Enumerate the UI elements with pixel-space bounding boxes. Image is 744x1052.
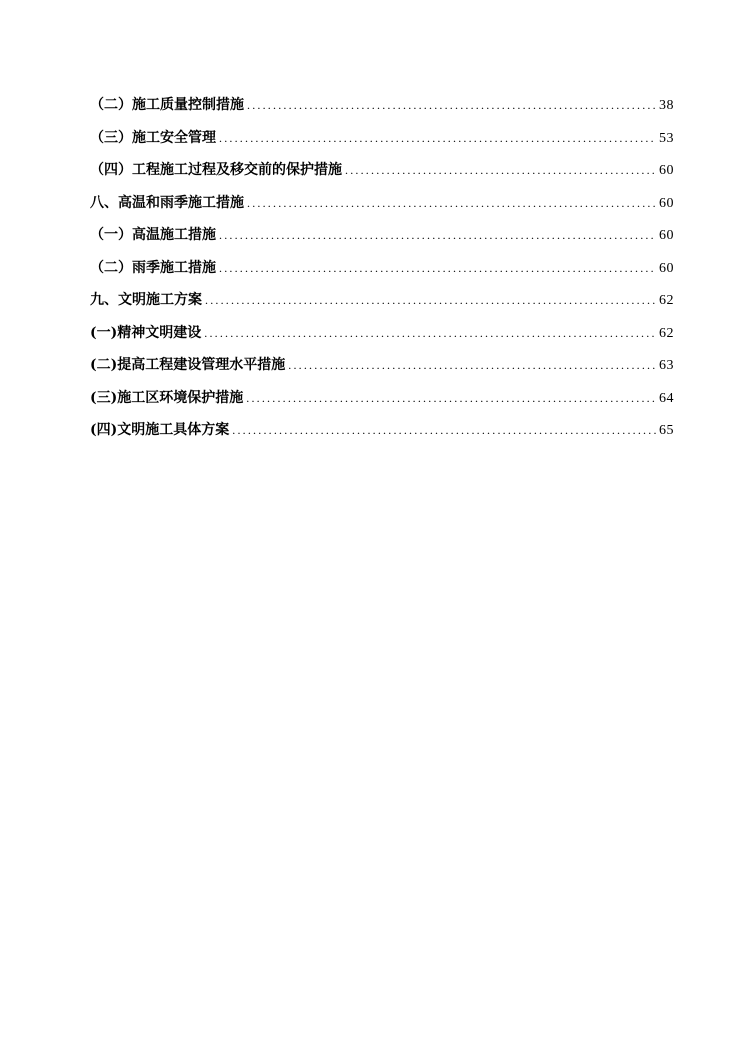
toc-entry-title: （二）雨季施工措施 (90, 259, 216, 276)
toc-entry-title: （三）施工安全管理 (90, 129, 216, 146)
table-of-contents (90, 89, 674, 447)
toc-entry-spiritual-civilization[interactable] (90, 317, 674, 350)
toc-entry-page-number: 60 (659, 260, 674, 276)
toc-entry-page-number: 60 (659, 195, 674, 211)
toc-dot-leader (246, 382, 656, 415)
toc-entry-environmental-protection[interactable] (90, 382, 674, 415)
toc-entry-title: (一)精神文明建设 (90, 324, 202, 341)
toc-entry-title: (三)施工区环境保护措施 (90, 389, 244, 406)
toc-dot-leader (219, 252, 656, 285)
toc-entry-construction-quality-control[interactable] (90, 89, 674, 122)
toc-entry-civilized-construction-plan[interactable] (90, 284, 674, 317)
toc-entry-title: （一）高温施工措施 (90, 227, 216, 243)
toc-entry-rainy-season-measures[interactable] (90, 252, 674, 285)
toc-entry-page-number: 53 (659, 130, 674, 146)
toc-entry-page-number: 62 (659, 325, 674, 341)
toc-entry-title: (二)提高工程建设管理水平措施 (90, 357, 286, 373)
toc-dot-leader (219, 219, 656, 252)
toc-dot-leader (247, 187, 656, 220)
toc-entry-page-number: 64 (659, 390, 674, 406)
toc-entry-title: 八、高温和雨季施工措施 (90, 194, 244, 211)
toc-dot-leader (205, 284, 656, 317)
toc-entry-page-number: 63 (659, 358, 674, 373)
toc-entry-construction-safety-management[interactable] (90, 122, 674, 155)
toc-entry-civilized-construction-details[interactable] (90, 414, 674, 447)
toc-entry-page-number: 65 (659, 423, 674, 438)
toc-entry-title: 九、文明施工方案 (90, 292, 202, 308)
toc-entry-protection-measures[interactable] (90, 154, 674, 187)
toc-entry-page-number: 60 (659, 163, 674, 178)
toc-entry-page-number: 60 (659, 228, 674, 243)
toc-dot-leader (288, 349, 656, 382)
toc-dot-leader (219, 122, 656, 155)
toc-dot-leader (232, 414, 656, 447)
toc-entry-high-temp-rainy-season[interactable] (90, 187, 674, 220)
toc-entry-title: （四）工程施工过程及移交前的保护措施 (90, 162, 342, 178)
toc-entry-high-temp-measures[interactable] (90, 219, 674, 252)
toc-dot-leader (345, 154, 656, 187)
toc-entry-title: (四)文明施工具体方案 (90, 422, 230, 438)
toc-entry-page-number: 62 (659, 293, 674, 308)
toc-entry-management-level[interactable] (90, 349, 674, 382)
toc-entry-title: （二）施工质量控制措施 (90, 97, 244, 113)
toc-entry-page-number: 38 (659, 98, 674, 113)
toc-dot-leader (204, 317, 656, 350)
toc-dot-leader (247, 89, 656, 122)
